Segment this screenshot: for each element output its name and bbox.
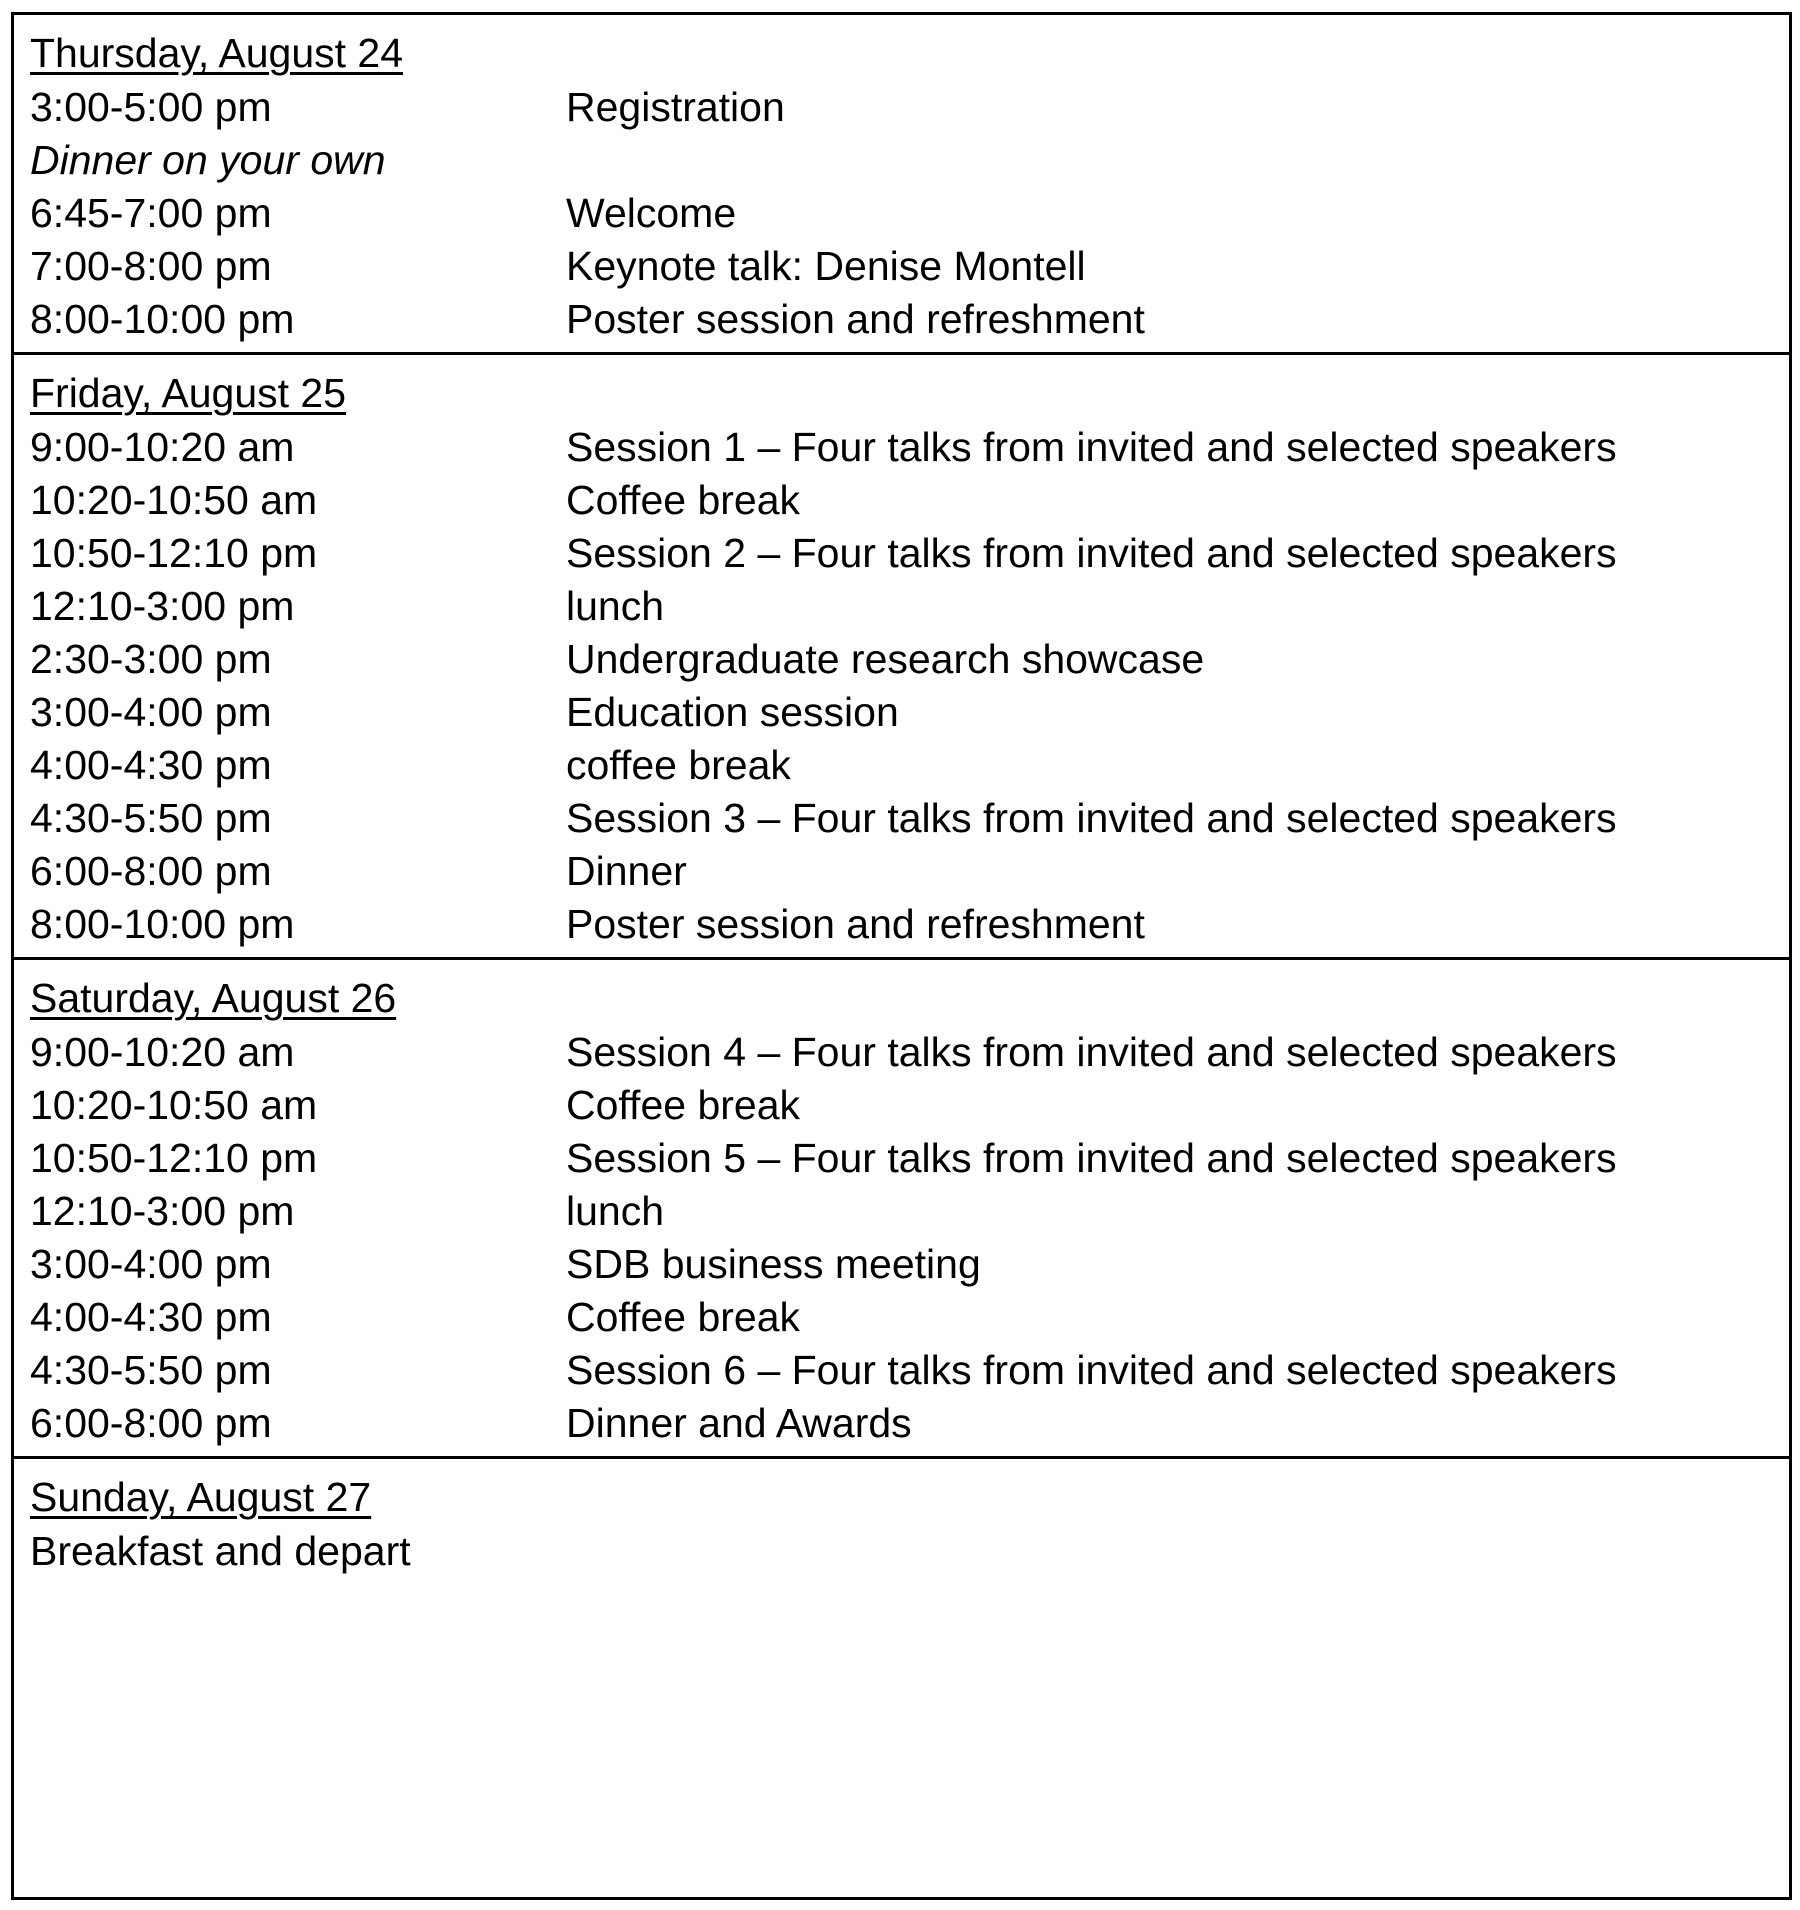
row-description: Dinner [566,848,687,894]
day-section-thursday [14,15,1789,352]
day-section-saturday [14,957,1789,1456]
row-time: 3:00-5:00 pm [30,84,272,130]
day-header-sunday [14,1459,1789,1525]
schedule-row [14,1132,1789,1185]
day-section-friday [14,352,1789,957]
day-header-saturday-label: Saturday, August 26 [30,975,397,1021]
schedule-row [14,527,1789,580]
schedule-row [14,580,1789,633]
row-time: 12:10-3:00 pm [30,1188,295,1234]
row-time: 8:00-10:00 pm [30,296,295,342]
schedule-row [14,81,1789,134]
row-time: 9:00-10:20 am [30,424,295,470]
row-description: Poster session and refreshment [566,296,1145,342]
row-note-text: Dinner on your own [30,137,386,183]
day-header-thursday-label: Thursday, August 24 [30,30,404,76]
row-description: Coffee break [566,1294,801,1340]
day-header-friday-label: Friday, August 25 [30,370,347,416]
row-time: 9:00-10:20 am [30,1029,295,1075]
schedule-row [14,792,1789,845]
row-time: 6:00-8:00 pm [30,848,272,894]
schedule-row [14,1185,1789,1238]
schedule-row [14,1079,1789,1132]
day-header-thursday [14,15,1789,81]
row-time: 6:45-7:00 pm [30,190,272,236]
row-time: 3:00-4:00 pm [30,1241,272,1287]
schedule-row [14,421,1789,474]
schedule-row [14,293,1789,346]
row-time: 10:20-10:50 am [30,1082,318,1128]
schedule-row-note [14,134,1789,187]
row-description: lunch [566,583,665,629]
row-description: Undergraduate research showcase [566,636,1205,682]
row-time: 4:00-4:30 pm [30,1294,272,1340]
schedule-row [14,1291,1789,1344]
day-section-sunday [14,1456,1789,1582]
row-description: Session 3 – Four talks from invited and selected speakers [566,795,1617,841]
day-header-sunday-label: Sunday, August 27 [30,1474,372,1520]
row-time: 4:00-4:30 pm [30,742,272,788]
row-time: 6:00-8:00 pm [30,1400,272,1446]
schedule-table [11,12,1792,1900]
row-description: Dinner and Awards [566,1400,912,1446]
row-time: 10:50-12:10 pm [30,530,318,576]
row-description: SDB business meeting [566,1241,981,1287]
row-description: Session 2 – Four talks from invited and selected speakers [566,530,1617,576]
schedule-row [14,1026,1789,1079]
schedule-row [14,187,1789,240]
row-description: Coffee break [566,477,801,523]
closing-line: Breakfast and depart [30,1528,411,1574]
schedule-row [14,1344,1789,1397]
row-time: 12:10-3:00 pm [30,583,295,629]
schedule-row [14,1397,1789,1450]
schedule-row [14,240,1789,293]
schedule-row [14,474,1789,527]
schedule-row [14,898,1789,951]
schedule-row [14,739,1789,792]
row-description: lunch [566,1188,665,1234]
row-description: Coffee break [566,1082,801,1128]
row-description: Keynote talk: Denise Montell [566,243,1086,289]
row-time: 10:20-10:50 am [30,477,318,523]
row-time: 4:30-5:50 pm [30,795,272,841]
row-time: 8:00-10:00 pm [30,901,295,947]
row-description: Poster session and refreshment [566,901,1145,947]
row-time: 10:50-12:10 pm [30,1135,318,1181]
row-description: Welcome [566,190,737,236]
row-time: 7:00-8:00 pm [30,243,272,289]
row-description: Education session [566,689,899,735]
schedule-rows-thursday [14,81,1789,352]
schedule-rows-saturday [14,1026,1789,1456]
schedule-row [14,686,1789,739]
schedule-row [14,845,1789,898]
row-description: Session 4 – Four talks from invited and selected speakers [566,1029,1617,1075]
day-header-saturday [14,960,1789,1026]
row-time: 2:30-3:00 pm [30,636,272,682]
row-description: Session 6 – Four talks from invited and selected speakers [566,1347,1617,1393]
row-time: 4:30-5:50 pm [30,1347,272,1393]
schedule-rows-friday [14,421,1789,957]
row-time: 3:00-4:00 pm [30,689,272,735]
row-description: Session 5 – Four talks from invited and selected speakers [566,1135,1617,1181]
row-description: coffee break [566,742,791,788]
row-description: Registration [566,84,785,130]
row-description: Session 1 – Four talks from invited and selected speakers [566,424,1617,470]
schedule-row [14,1238,1789,1291]
day-header-friday [14,355,1789,421]
schedule-row [14,633,1789,686]
